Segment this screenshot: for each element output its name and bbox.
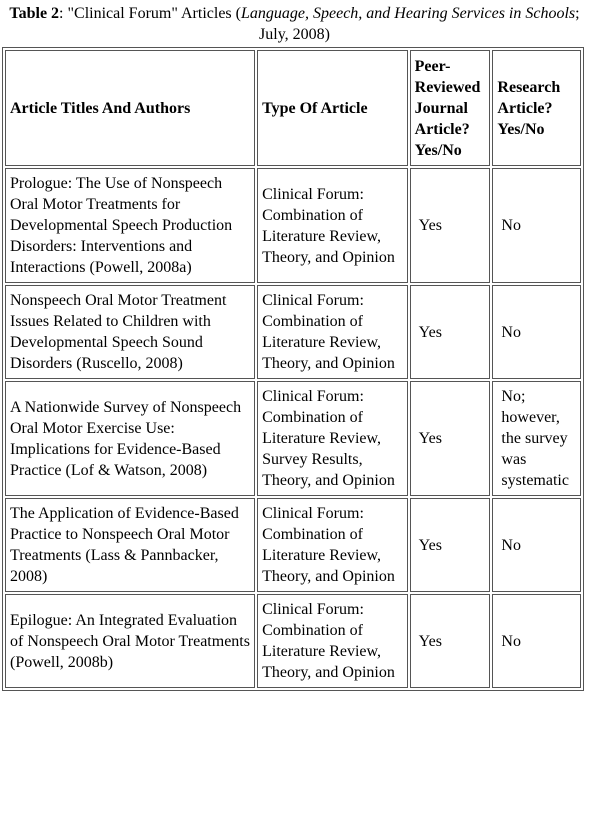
caption-title: : "Clinical Forum" Articles ( [59,5,241,22]
research-cell: No [492,168,581,283]
table-row [5,594,581,688]
research-cell: No [492,498,581,592]
peer-reviewed-cell: Yes [410,594,491,688]
article-title-cell: A Nationwide Survey of Nonspeech Oral Motor Exercise Use: Implications for Evidence-Based Practice (Lof & Watson, 2008) [5,381,255,496]
peer-reviewed-cell: Yes [410,168,491,283]
article-type-cell: Clinical Forum: Combination of Literature Review, Theory, and Opinion [257,594,408,688]
header-type-of-article: Type Of Article [257,50,408,166]
article-type-cell: Clinical Forum: Combination of Literature Review, Theory, and Opinion [257,285,408,379]
table-caption [8,3,581,45]
article-type-cell: Clinical Forum: Combination of Literature Review, Theory, and Opinion [257,168,408,283]
article-title-cell: Epilogue: An Integrated Evaluation of Nonspeech Oral Motor Treatments (Powell, 2008b) [5,594,255,688]
article-title-cell: Nonspeech Oral Motor Treatment Issues Related to Children with Developmental Speech Sound Disorders (Ruscello, 2008) [5,285,255,379]
table-row [5,285,581,379]
caption-date: ; July, 2008) [259,5,580,43]
header-research-article: Research Article? Yes/No [492,50,581,166]
articles-table [2,47,584,691]
header-row [5,50,581,166]
research-cell: No [492,285,581,379]
header-peer-reviewed: Peer-Reviewed Journal Article? Yes/No [410,50,491,166]
article-type-cell: Clinical Forum: Combination of Literature Review, Survey Results, Theory, and Opinion [257,381,408,496]
header-article-titles: Article Titles And Authors [5,50,255,166]
peer-reviewed-cell: Yes [410,381,491,496]
article-title-cell: Prologue: The Use of Nonspeech Oral Motor Treatments for Developmental Speech Production Disorders: Interventions and Interactions (Powell, 2008a) [5,168,255,283]
article-type-cell: Clinical Forum: Combination of Literature Review, Theory, and Opinion [257,498,408,592]
research-cell: No [492,594,581,688]
table-row [5,381,581,496]
table-row [5,498,581,592]
research-cell: No; however, the survey was systematic [492,381,581,496]
article-title-cell: The Application of Evidence-Based Practice to Nonspeech Oral Motor Treatments (Lass & Pannbacker, 2008) [5,498,255,592]
table-label: Table 2 [9,5,60,22]
caption-journal-name: Language, Speech, and Hearing Services in Schools [240,5,576,22]
peer-reviewed-cell: Yes [410,285,491,379]
peer-reviewed-cell: Yes [410,498,491,592]
table-row [5,168,581,283]
